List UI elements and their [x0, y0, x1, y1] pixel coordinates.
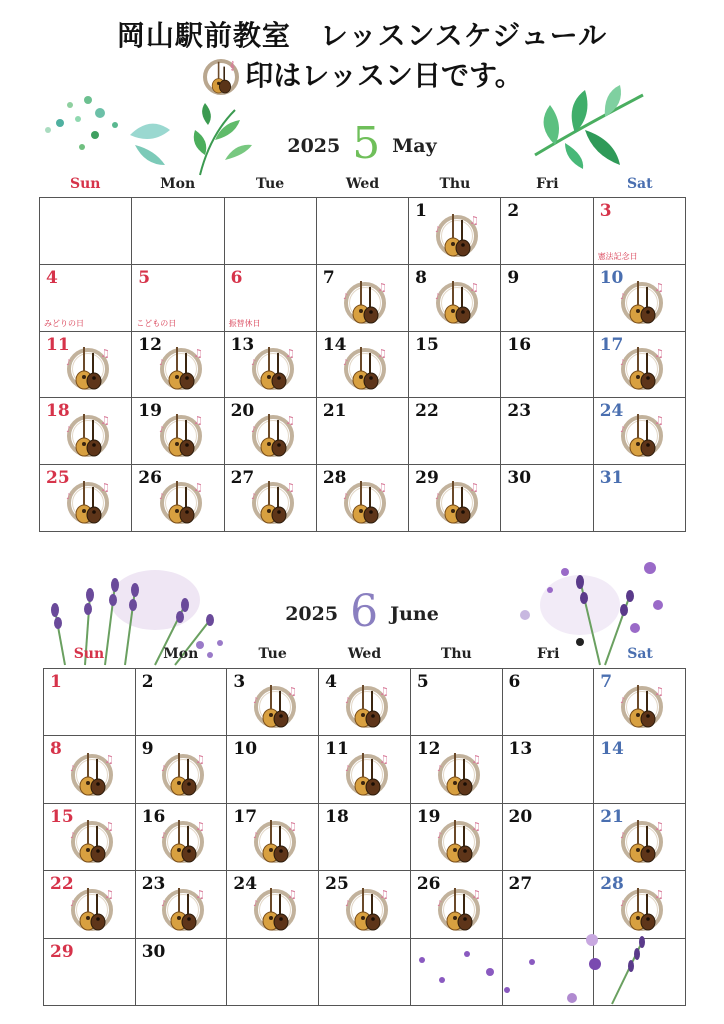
svg-text:♫: ♫ [469, 481, 480, 494]
week-row [40, 264, 686, 331]
day-number: 25 [46, 468, 70, 489]
guitar-wreath-icon [432, 210, 482, 260]
day-number: 12 [416, 739, 441, 760]
week-row [44, 871, 686, 938]
day-number: 17 [233, 806, 258, 827]
guitar-wreath-icon [156, 477, 206, 527]
svg-text:♫: ♫ [284, 414, 295, 428]
svg-text:♪: ♪ [250, 492, 256, 501]
day-number: 10 [599, 267, 624, 288]
svg-text:♪: ♪ [253, 898, 259, 908]
day-number: 22 [415, 401, 439, 422]
day-cell [409, 398, 501, 465]
day-number: 4 [325, 672, 337, 692]
day-number: 14 [600, 739, 624, 760]
svg-text:♪: ♪ [69, 898, 75, 908]
day-cell [132, 331, 224, 398]
day-cell [227, 803, 319, 870]
day-number: 19 [138, 401, 162, 422]
day-cell [40, 331, 132, 398]
day-cell [593, 198, 685, 265]
guitar-wreath-icon [248, 343, 298, 393]
guitar-wreath-icon [158, 884, 208, 934]
guitar-wreath-icon [67, 749, 117, 799]
day-number: 31 [599, 468, 624, 489]
day-number: 20 [230, 401, 255, 422]
svg-text:♫: ♫ [654, 820, 664, 834]
svg-text:♫: ♫ [654, 280, 664, 294]
day-cell [316, 465, 408, 532]
weekday-mon: Mon [160, 176, 196, 192]
guitar-wreath-icon [434, 816, 484, 866]
day-number: 27 [508, 874, 533, 895]
svg-text:♪: ♪ [66, 492, 72, 501]
svg-text:♫: ♫ [470, 820, 481, 834]
day-cell [316, 198, 408, 265]
day-number: 17 [599, 334, 624, 355]
day-number: 23 [507, 401, 532, 422]
svg-text:♫: ♫ [100, 481, 111, 494]
svg-text:♪: ♪ [161, 763, 167, 773]
svg-text:♫: ♫ [192, 414, 203, 428]
day-number: 24 [599, 401, 624, 422]
day-number: 18 [325, 806, 349, 827]
day-number: 22 [50, 874, 74, 895]
svg-text:♪: ♪ [158, 358, 164, 368]
svg-text:♫: ♫ [195, 887, 206, 901]
day-number: 27 [230, 468, 255, 489]
guitar-wreath-icon [617, 816, 667, 866]
guitar-wreath-icon [340, 477, 390, 527]
day-number: 6 [230, 267, 243, 288]
svg-text:♪: ♪ [620, 291, 626, 301]
day-cell [224, 198, 316, 265]
day-cell [135, 803, 227, 870]
day-cell [44, 938, 136, 1005]
svg-text:♪: ♪ [435, 492, 441, 501]
day-cell [44, 871, 136, 938]
day-cell [227, 871, 319, 938]
svg-text:♫: ♫ [100, 347, 111, 361]
day-cell [132, 465, 224, 532]
day-number: 9 [141, 739, 154, 760]
day-cell [593, 264, 685, 331]
weekday-sun: Sun [69, 176, 101, 192]
day-cell [40, 465, 132, 532]
svg-text:♪: ♪ [344, 898, 350, 908]
guitar-wreath-icon [432, 277, 482, 327]
day-cell [227, 669, 319, 736]
day-cell [410, 871, 502, 938]
guitar-wreath-icon [63, 477, 113, 527]
svg-text:♪: ♪ [66, 425, 72, 435]
day-number: 28 [600, 874, 624, 895]
svg-text:♫: ♫ [103, 820, 114, 834]
guitar-wreath-icon [158, 816, 208, 866]
guitar-wreath-icon [342, 681, 392, 731]
week-row [44, 736, 686, 803]
day-cell [316, 264, 408, 331]
svg-text:♪: ♪ [344, 763, 350, 773]
svg-text:♪: ♪ [69, 831, 75, 841]
svg-text:♫: ♫ [103, 887, 114, 901]
day-cell [132, 398, 224, 465]
day-cell [135, 871, 227, 938]
guitar-wreath-icon [617, 681, 667, 731]
day-cell [227, 938, 319, 1005]
day-number: 6 [508, 672, 521, 692]
week-row [44, 803, 686, 870]
day-number: 26 [416, 874, 441, 895]
day-cell [44, 669, 136, 736]
guitar-wreath-icon [250, 884, 300, 934]
day-number: 9 [507, 267, 520, 288]
svg-text:♪: ♪ [436, 763, 442, 773]
day-cell [135, 736, 227, 803]
guitar-wreath-icon [250, 681, 300, 731]
day-cell [501, 465, 593, 532]
day-cell [502, 669, 594, 736]
guitar-wreath-icon [158, 749, 208, 799]
svg-text:♫: ♫ [378, 752, 389, 766]
guitar-wreath-icon [617, 277, 667, 327]
day-number: 1 [415, 201, 427, 221]
month-name: June [390, 603, 439, 625]
day-number: 8 [50, 739, 62, 760]
day-number: 11 [46, 334, 70, 355]
day-cell [319, 871, 411, 938]
day-cell [316, 331, 408, 398]
svg-text:♪: ♪ [69, 763, 75, 773]
svg-text:♫: ♫ [192, 347, 203, 361]
svg-text:♪: ♪ [253, 831, 259, 841]
day-cell [224, 465, 316, 532]
svg-text:♪: ♪ [66, 358, 72, 368]
day-number: 29 [415, 468, 439, 489]
day-cell [132, 264, 224, 331]
guitar-wreath-icon [201, 57, 241, 97]
day-cell [319, 938, 411, 1005]
day-cell [40, 198, 132, 265]
day-cell [224, 264, 316, 331]
day-cell [501, 198, 593, 265]
svg-text:♫: ♫ [469, 280, 480, 294]
day-cell [224, 331, 316, 398]
svg-text:♪: ♪ [161, 898, 167, 908]
day-number: 14 [322, 334, 347, 355]
svg-text:♫: ♫ [284, 481, 295, 494]
weekday-mon: Mon [163, 646, 199, 662]
svg-text:♫: ♫ [377, 347, 387, 361]
day-number: 28 [322, 468, 347, 489]
svg-text:♫: ♫ [469, 213, 480, 227]
day-cell [319, 736, 411, 803]
month-name: May [392, 135, 437, 157]
holiday-label: 振替休日 [228, 318, 261, 328]
guitar-wreath-icon [434, 884, 484, 934]
day-cell [502, 871, 594, 938]
svg-text:♪: ♪ [250, 425, 256, 435]
svg-text:♪: ♪ [620, 831, 626, 841]
day-number: 29 [50, 941, 74, 962]
weekday-wed: Wed [347, 646, 382, 662]
svg-text:♪: ♪ [620, 425, 626, 435]
day-number: 26 [138, 468, 162, 489]
day-cell [502, 736, 594, 803]
guitar-wreath-icon [617, 343, 667, 393]
day-cell [501, 331, 593, 398]
day-cell [409, 465, 501, 532]
weekday-tue: Tue [255, 176, 285, 192]
day-cell [135, 669, 227, 736]
day-cell [44, 803, 136, 870]
day-cell [319, 669, 411, 736]
week-row [40, 398, 686, 465]
day-number: 12 [138, 334, 162, 355]
day-number: 13 [230, 334, 255, 355]
guitar-wreath-icon [340, 343, 390, 393]
svg-text:♪: ♪ [435, 291, 441, 301]
holiday-label: こどもの日 [136, 318, 177, 328]
weekday-fri: Fri [536, 176, 559, 192]
day-number: 5 [416, 672, 429, 692]
svg-text:♫: ♫ [654, 347, 664, 361]
svg-text:♫: ♫ [287, 887, 297, 901]
day-cell [224, 398, 316, 465]
svg-text:♫: ♫ [377, 280, 387, 294]
svg-text:♫: ♫ [287, 820, 297, 834]
day-number: 7 [600, 672, 613, 692]
day-number: 2 [507, 201, 520, 221]
day-cell [594, 803, 686, 870]
guitar-wreath-icon [342, 884, 392, 934]
day-cell [40, 264, 132, 331]
calendar-grid-may [39, 197, 686, 532]
svg-text:♪: ♪ [436, 898, 442, 908]
guitar-wreath-icon [67, 884, 117, 934]
day-cell [501, 264, 593, 331]
weekday-thu: Thu [440, 646, 472, 662]
svg-text:♪: ♪ [161, 831, 167, 841]
guitar-wreath-icon [342, 749, 392, 799]
svg-text:♫: ♫ [654, 685, 664, 699]
day-cell [44, 736, 136, 803]
day-number: 18 [46, 401, 70, 422]
year-label: 2025 [285, 603, 339, 625]
week-row [40, 465, 686, 532]
svg-text:♫: ♫ [284, 347, 295, 361]
day-number: 7 [322, 267, 335, 288]
weekday-sun: Sun [73, 646, 105, 662]
guitar-wreath-icon [617, 884, 667, 934]
week-row [44, 669, 686, 736]
svg-text:♪: ♪ [250, 358, 256, 368]
day-number: 23 [141, 874, 166, 895]
guitar-wreath-icon [340, 277, 390, 327]
day-cell [502, 803, 594, 870]
day-number: 3 [233, 672, 246, 692]
legend-text: 印はレッスン日です。 [245, 59, 523, 92]
svg-text:♫: ♫ [378, 887, 389, 901]
day-cell [410, 669, 502, 736]
weekday-thu: Thu [439, 176, 471, 192]
guitar-wreath-icon [434, 749, 484, 799]
svg-text:♪: ♪ [344, 696, 350, 706]
svg-text:♫: ♫ [378, 685, 389, 699]
day-number: 16 [141, 806, 166, 827]
day-number: 15 [415, 334, 439, 355]
day-cell [593, 398, 685, 465]
svg-text:♫: ♫ [195, 820, 206, 834]
day-number: 1 [50, 672, 62, 692]
svg-text:♪: ♪ [343, 358, 349, 368]
day-number: 30 [141, 941, 166, 962]
day-number: 13 [508, 739, 533, 760]
day-number: 21 [600, 806, 624, 827]
month-number: 5 [352, 118, 381, 169]
svg-text:♪: ♪ [253, 696, 259, 706]
day-cell [594, 871, 686, 938]
day-cell [135, 938, 227, 1005]
svg-text:♪: ♪ [436, 831, 442, 841]
guitar-wreath-icon [617, 410, 667, 460]
svg-text:♫: ♫ [195, 752, 206, 766]
guitar-wreath-icon [250, 816, 300, 866]
svg-text:♪: ♪ [158, 425, 164, 435]
guitar-wreath-icon [156, 410, 206, 460]
guitar-wreath-icon [248, 477, 298, 527]
guitar-wreath-icon [248, 410, 298, 460]
holiday-label: 憲法記念日 [597, 251, 638, 261]
day-number: 30 [507, 468, 532, 489]
guitar-wreath-icon [63, 343, 113, 393]
svg-text:♫: ♫ [192, 481, 203, 494]
dots-decoration-bottom [412, 932, 662, 1007]
day-cell [40, 398, 132, 465]
day-cell [594, 669, 686, 736]
day-number: 8 [415, 267, 427, 288]
day-cell [593, 465, 685, 532]
svg-text:♫: ♫ [100, 414, 111, 428]
day-cell [410, 803, 502, 870]
svg-text:♫: ♫ [103, 752, 114, 766]
week-row [40, 331, 686, 398]
day-number: 21 [322, 401, 347, 422]
week-row [40, 198, 686, 265]
guitar-wreath-icon [156, 343, 206, 393]
svg-text:♪: ♪ [343, 291, 349, 301]
svg-text:♫: ♫ [470, 887, 481, 901]
day-cell [594, 736, 686, 803]
svg-text:♪: ♪ [620, 358, 626, 368]
month-heading-may [0, 118, 724, 169]
day-cell [409, 264, 501, 331]
month-number: 6 [350, 586, 379, 637]
svg-text:𝄞: 𝄞 [230, 61, 235, 71]
year-label: 2025 [287, 135, 341, 157]
svg-text:♪: ♪ [343, 492, 349, 501]
day-number: 24 [233, 874, 258, 895]
svg-text:♫: ♫ [287, 685, 297, 699]
day-number: 16 [507, 334, 532, 355]
weekday-wed: Wed [345, 176, 380, 192]
svg-text:♫: ♫ [377, 481, 387, 494]
day-number: 3 [599, 201, 612, 221]
weekday-fri: Fri [537, 646, 560, 662]
day-number: 2 [141, 672, 154, 692]
guitar-wreath-icon [432, 477, 482, 527]
day-cell [409, 198, 501, 265]
day-number: 19 [416, 806, 441, 827]
day-cell [316, 398, 408, 465]
day-number: 20 [508, 806, 533, 827]
day-cell [319, 803, 411, 870]
weekday-sat: Sat [626, 176, 653, 192]
weekday-sat: Sat [627, 646, 653, 662]
guitar-wreath-icon [63, 410, 113, 460]
svg-text:♫: ♫ [470, 752, 481, 766]
day-cell [410, 736, 502, 803]
svg-text:♫: ♫ [654, 414, 664, 428]
day-number: 25 [325, 874, 349, 895]
day-cell [132, 198, 224, 265]
svg-text:♫: ♫ [654, 887, 664, 901]
holiday-label: みどりの日 [44, 318, 84, 328]
day-number: 4 [46, 267, 58, 288]
day-cell [501, 398, 593, 465]
svg-text:♪: ♪ [620, 898, 626, 908]
day-number: 10 [233, 739, 258, 760]
day-cell [593, 331, 685, 398]
guitar-wreath-icon [67, 816, 117, 866]
svg-text:♪: ♪ [435, 224, 441, 234]
day-cell [409, 331, 501, 398]
page-title: 岡山駅前教室 レッスンスケジュール [116, 19, 608, 52]
day-number: 11 [325, 739, 349, 760]
day-number: 15 [50, 806, 74, 827]
day-cell [227, 736, 319, 803]
svg-text:♪: ♪ [620, 696, 626, 706]
day-number: 5 [138, 267, 151, 288]
weekday-tue: Tue [258, 646, 287, 662]
svg-text:♪: ♪ [158, 492, 164, 501]
